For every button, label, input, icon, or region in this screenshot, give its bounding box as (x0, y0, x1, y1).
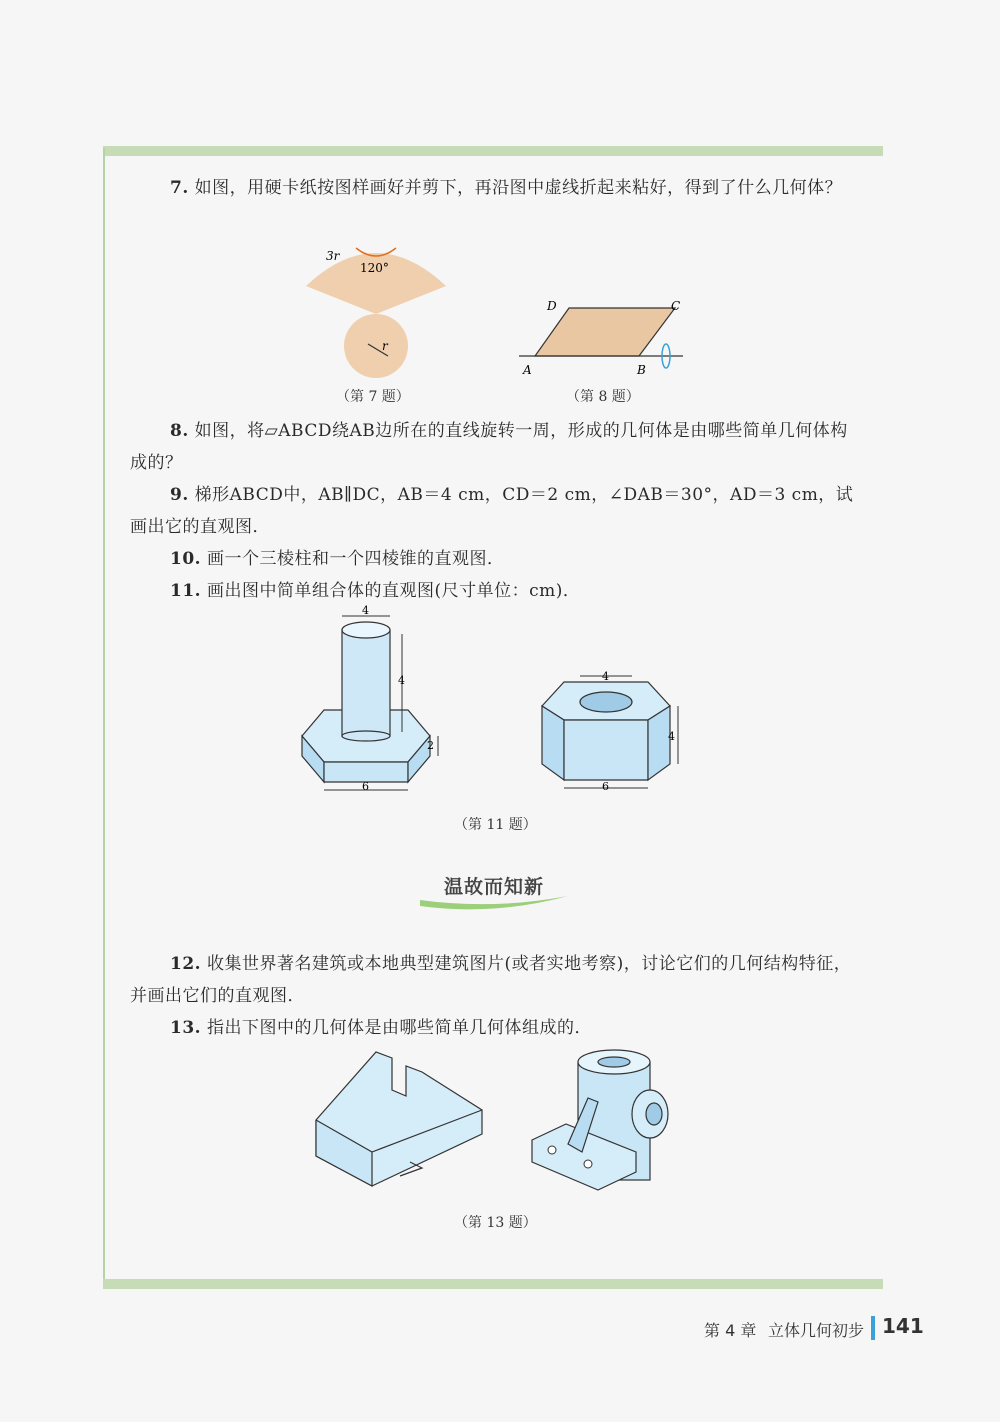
problem-11-text: 画出图中简单组合体的直观图(尺寸单位：cm)． (206, 581, 581, 601)
figure-13-left-solid (310, 1048, 496, 1196)
figure-13-caption: （第 13 题） (454, 1215, 537, 1231)
label-B: B (637, 363, 646, 377)
problem-7-number: 7. (170, 178, 189, 198)
dim-6a: 6 (362, 780, 369, 793)
figure-7-caption: （第 7 题） (336, 389, 410, 405)
parallelogram-shape (535, 308, 675, 356)
footer-chapter: 第 4 章 (704, 1321, 757, 1340)
bolt-hole-right (584, 1160, 592, 1168)
label-D: D (547, 299, 557, 313)
figure-8-parallelogram (515, 294, 685, 380)
problem-10 (130, 543, 858, 575)
cylinder-body (342, 630, 390, 736)
problem-8-text: 如图，将▱ABCD绕AB边所在的直线旋转一周，形成的几何体是由哪些简单几何体构成的？ (130, 421, 848, 473)
section-banner (416, 866, 572, 912)
problem-9 (130, 479, 858, 543)
dim-4c: 4 (602, 670, 609, 683)
nut-front (564, 720, 648, 780)
problem-7-text: 如图，用硬卡纸按图样画好并剪下，再沿图中虚线折起来粘好，得到了什么几何体？ (194, 178, 843, 198)
problem-13-number: 13. (170, 1018, 202, 1038)
cylinder-top (342, 622, 390, 638)
problem-13 (130, 1012, 858, 1044)
dim-4d: 4 (668, 730, 675, 743)
label-r: r (382, 339, 388, 353)
problem-10-text: 画一个三棱柱和一个四棱锥的直观图． (206, 549, 505, 569)
horizontal-bore (646, 1103, 662, 1125)
footer-title: 立体几何初步 (768, 1321, 865, 1340)
problem-8 (130, 415, 858, 479)
base-circle (344, 314, 408, 378)
figure-13-right-solid (526, 1048, 676, 1196)
label-3r: 3r (326, 249, 340, 263)
figure-8-caption: （第 8 题） (566, 389, 640, 405)
nut-hole (580, 692, 632, 712)
problem-11-number: 11. (170, 581, 202, 601)
figure-7-net (296, 242, 456, 382)
bolt-hole-left (548, 1146, 556, 1154)
dim-2: 2 (427, 739, 434, 752)
dim-4a: 4 (362, 604, 369, 617)
hex-front (324, 762, 408, 782)
vertical-bore (598, 1057, 630, 1067)
label-120: 120° (360, 261, 389, 275)
problem-13-text: 指出下图中的几何体是由哪些简单几何体组成的． (206, 1018, 592, 1038)
page-number: 141 (882, 1314, 924, 1338)
problem-10-number: 10. (170, 549, 202, 569)
problem-12-text: 收集世界著名建筑或本地典型建筑图片(或者实地考察)，讨论它们的几何结构特征，并画出它们的直观图． (130, 954, 852, 1006)
problem-7 (130, 172, 858, 204)
problem-12-number: 12. (170, 954, 202, 974)
page-number-bar (871, 1316, 875, 1340)
label-C: C (671, 299, 681, 313)
dim-4b: 4 (398, 674, 405, 687)
bottom-rule (103, 1279, 883, 1289)
problem-9-text: 梯形ABCD中，AB∥DC，AB＝4 cm，CD＝2 cm，∠DAB＝30°，AD＝3 cm，试画出它的直观图． (130, 485, 854, 537)
figure-11-right-solid (536, 664, 688, 800)
problem-11 (130, 575, 858, 607)
figure-11-caption: （第 11 题） (454, 817, 537, 833)
figure-11-left-solid (296, 604, 446, 800)
label-A: A (523, 363, 532, 377)
cylinder-base (342, 731, 390, 741)
problem-8-number: 8. (170, 421, 189, 441)
section-banner-title: 温故而知新 (443, 876, 544, 898)
problem-12 (130, 948, 858, 1012)
dim-6b: 6 (602, 780, 609, 793)
problem-9-number: 9. (170, 485, 189, 505)
